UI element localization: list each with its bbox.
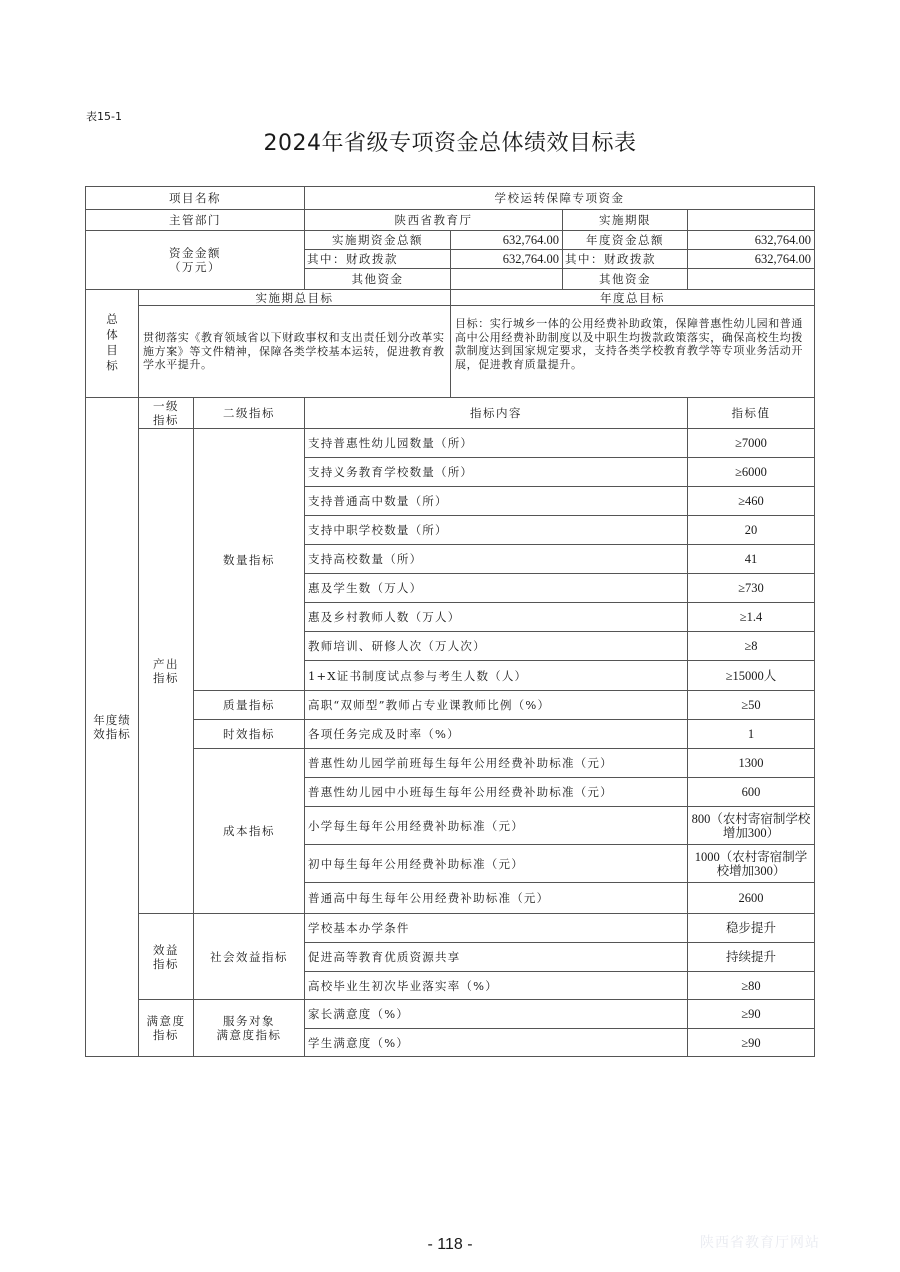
indicator-content: 各项任务完成及时率（%） <box>304 719 688 749</box>
level2-service-satisfaction-line2: 满意度指标 <box>216 1028 282 1042</box>
col-header-content: 指标内容 <box>304 397 688 429</box>
impl-goal-text: 贯彻落实《教育领域省以下财政事权和支出责任划分改革实施方案》等文件精神，保障各类学校基本运转，促进教育教学水平提升。 <box>138 305 451 398</box>
indicator-value: ≥50 <box>687 690 815 720</box>
project-name-label: 项目名称 <box>85 186 305 210</box>
indicator-content: 支持义务教育学校数量（所） <box>304 457 688 487</box>
indicator-value: ≥6000 <box>687 457 815 487</box>
impl-other-label: 其他资金 <box>304 268 451 290</box>
indicator-value: ≥1.4 <box>687 602 815 632</box>
indicator-content: 学生满意度（%） <box>304 1028 688 1057</box>
page-title: 2024年省级专项资金总体绩效目标表 <box>263 131 637 156</box>
indicator-value: ≥730 <box>687 573 815 603</box>
indicator-content: 支持普惠性幼儿园数量（所） <box>304 428 688 458</box>
col-header-value: 指标值 <box>687 397 815 429</box>
impl-other-value <box>450 268 563 290</box>
indicator-value: 1 <box>687 719 815 749</box>
impl-fiscal-label: 其中：财政拨款 <box>304 249 451 269</box>
annual-fiscal-value: 632,764.00 <box>687 249 815 269</box>
indicator-value: 1000（农村寄宿制学校增加300） <box>687 844 815 883</box>
indicator-content: 支持普通高中数量（所） <box>304 486 688 516</box>
indicator-value: 2600 <box>687 882 815 914</box>
indicator-content: 教师培训、研修人次（万人次） <box>304 631 688 661</box>
level1-benefit-text: 效益指标 <box>153 942 179 971</box>
indicator-content: 家长满意度（%） <box>304 999 688 1029</box>
level1-benefit <box>138 913 194 1000</box>
level2-quality: 质量指标 <box>193 690 305 720</box>
page-number: - 118 - <box>427 1236 473 1253</box>
indicator-content: 高职“双师型”教师占专业课教师比例（%） <box>304 690 688 720</box>
period-value <box>687 209 815 231</box>
level2-service-satisfaction <box>193 999 305 1057</box>
annual-indicators-label <box>85 397 139 1057</box>
level2-social-benefit: 社会效益指标 <box>193 913 305 1000</box>
level1-satisfaction-text: 满意度指标 <box>146 1014 186 1042</box>
annual-goal-header: 年度总目标 <box>450 289 815 306</box>
impl-fiscal-value: 632,764.00 <box>450 249 563 269</box>
col-header-level2: 二级指标 <box>193 397 305 429</box>
indicator-content: 支持中职学校数量（所） <box>304 515 688 545</box>
indicator-content: 普惠性幼儿园中小班每生每年公用经费补助标准（元） <box>304 777 688 807</box>
funds-label-line2: （万元） <box>169 260 221 274</box>
overall-goal-label-text: 总体目标 <box>105 312 119 375</box>
indicator-value: ≥90 <box>687 999 815 1029</box>
overall-goal-label <box>85 289 139 398</box>
period-label: 实施期限 <box>562 209 688 231</box>
level2-cost: 成本指标 <box>193 748 305 914</box>
level2-quantity: 数量指标 <box>193 428 305 691</box>
indicator-value: 20 <box>687 515 815 545</box>
table-number: 表15-1 <box>86 110 122 123</box>
col-header-level1: 一级指标 <box>138 397 194 429</box>
indicator-content: 高校毕业生初次毕业落实率（%） <box>304 971 688 1000</box>
annual-other-value <box>687 268 815 290</box>
indicator-value: ≥15000人 <box>687 660 815 691</box>
indicator-content: 小学每生每年公用经费补助标准（元） <box>304 806 688 845</box>
indicator-value: 800（农村寄宿制学校增加300） <box>687 806 815 845</box>
indicator-value: 持续提升 <box>687 942 815 972</box>
indicator-value: 600 <box>687 777 815 807</box>
indicator-value: ≥80 <box>687 971 815 1000</box>
impl-total-label: 实施期资金总额 <box>304 230 451 250</box>
impl-total-value: 632,764.00 <box>450 230 563 250</box>
annual-total-label: 年度资金总额 <box>562 230 688 250</box>
annual-indicators-label-text: 年度绩效指标 <box>93 713 131 741</box>
annual-fiscal-label: 其中：财政拨款 <box>562 249 688 269</box>
indicator-content: 普通高中每生每年公用经费补助标准（元） <box>304 882 688 914</box>
funds-label-line1: 资金金额 <box>169 246 221 260</box>
indicator-content: 支持高校数量（所） <box>304 544 688 574</box>
funds-label <box>85 230 305 290</box>
project-name-value: 学校运转保障专项资金 <box>304 186 815 210</box>
indicator-content: 初中每生每年公用经费补助标准（元） <box>304 844 688 883</box>
indicator-content: 学校基本办学条件 <box>304 913 688 943</box>
dept-label: 主管部门 <box>85 209 305 231</box>
level2-timeliness: 时效指标 <box>193 719 305 749</box>
indicator-content: 惠及学生数（万人） <box>304 573 688 603</box>
indicator-value: 41 <box>687 544 815 574</box>
level1-output <box>138 428 194 914</box>
indicator-content: 惠及乡村教师人数（万人） <box>304 602 688 632</box>
annual-other-label: 其他资金 <box>562 268 688 290</box>
indicator-value: ≥90 <box>687 1028 815 1057</box>
indicator-value: ≥7000 <box>687 428 815 458</box>
indicator-content: 普惠性幼儿园学前班每生每年公用经费补助标准（元） <box>304 748 688 778</box>
indicator-content: 促进高等教育优质资源共享 <box>304 942 688 972</box>
level2-service-satisfaction-line1: 服务对象 <box>223 1014 275 1028</box>
indicator-value: ≥8 <box>687 631 815 661</box>
indicator-value: ≥460 <box>687 486 815 516</box>
indicator-content: 1+X证书制度试点参与考生人数（人） <box>304 660 688 691</box>
level1-satisfaction <box>138 999 194 1057</box>
indicator-value: 1300 <box>687 748 815 778</box>
dept-value: 陕西省教育厅 <box>304 209 563 231</box>
impl-goal-header: 实施期总目标 <box>138 289 451 306</box>
annual-total-value: 632,764.00 <box>687 230 815 250</box>
level1-output-text: 产出指标 <box>153 657 179 685</box>
indicator-value: 稳步提升 <box>687 913 815 943</box>
annual-goal-text: 目标：实行城乡一体的公用经费补助政策，保障普惠性幼儿园和普通高中公用经费补助制度以及中职生均拨款政策落实，确保高校生均拨款制度达到国家规定要求，支持各类学校教育教学等专项业务活动开展，促进教育质量提升。 <box>450 305 815 398</box>
site-watermark: 陕西省教育厅网站 <box>700 1235 820 1251</box>
